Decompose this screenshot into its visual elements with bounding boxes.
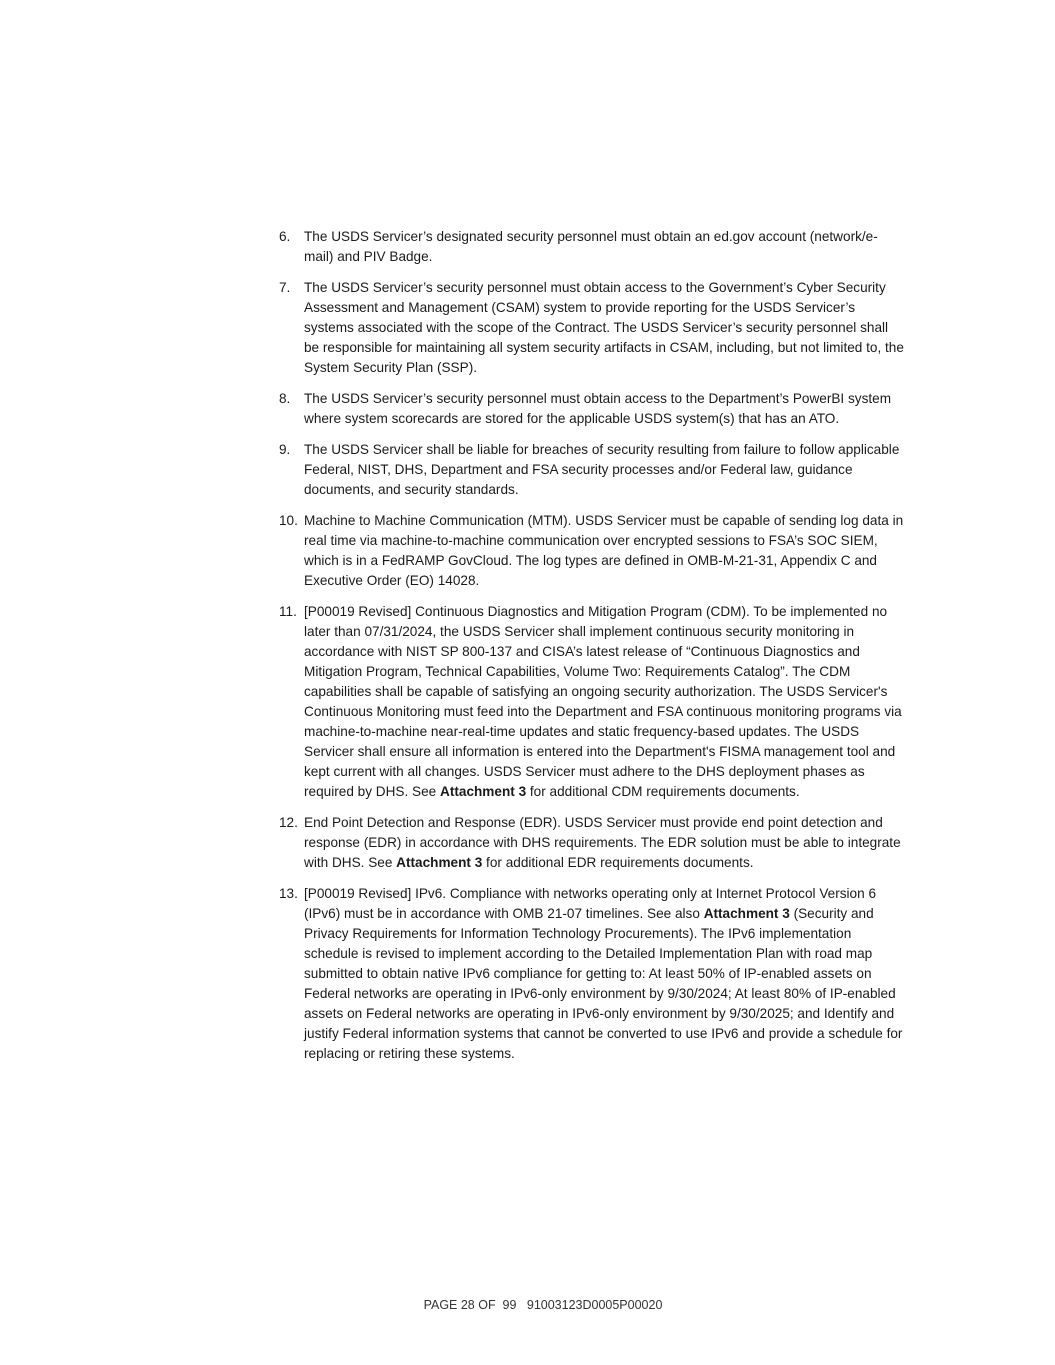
attachment-reference: Attachment 3 [703, 906, 790, 921]
item-text: The USDS Servicer’s security personnel must obtain access to the Government’s Cyber Security Assessment and Management (CSAM) system to provide reporting for the USDS Servicer’s systems associated with the scope of the Contract. The USDS Servicer’s security personnel shall be responsible for maintaining all system security artifacts in CSAM, including, but not limited to, the System Security Plan (SSP). [304, 280, 904, 375]
item-text: [P00019 Revised] IPv6. Compliance with networks operating only at Internet Protocol Version 6 (IPv6) must be in accordance with OMB 21-07 timelines. See also Attachment 3 (Security and Privacy Requirements for Information Technology Procurements). The IPv6 implementation schedule is revised to implement according to the Detailed Implementation Plan with road map submitted to obtain native IPv6 compliance for getting to: At least 50% of IP-enabled assets on Federal networks are operating in IPv6-only environment by 9/30/2024; At least 80% of IP-enabled assets on Federal networks are operating in IPv6-only environment by 9/30/2025; and Identify and justify Federal information systems that cannot be converted to use IPv6 and provide a schedule for replacing or retiring these systems. [304, 886, 903, 1061]
item-text: The USDS Servicer’s security personnel must obtain access to the Department’s PowerBI system where system scorecards are stored for the applicable USDS system(s) that has an ATO. [304, 391, 892, 426]
list-item-13 [279, 884, 904, 1064]
list-item-9 [279, 440, 904, 500]
list-item-7 [279, 278, 904, 378]
item-text: End Point Detection and Response (EDR). USDS Servicer must provide end point detection and response (EDR) in accordance with DHS requirements. The EDR solution must be able to integrate with DHS. See Attachment 3 for additional EDR requirements documents. [304, 815, 901, 870]
item-number: 6. [279, 229, 291, 244]
item-number: 13. [279, 886, 298, 901]
item-number: 10. [279, 513, 298, 528]
item-number: 7. [279, 280, 291, 295]
item-text: The USDS Servicer’s designated security personnel must obtain an ed.gov account (network/e-mail) and PIV Badge. [304, 229, 878, 264]
item-number: 11. [279, 604, 297, 619]
item-text: Machine to Machine Communication (MTM). USDS Servicer must be capable of sending log data in real time via machine-to-machine communication over encrypted sessions to FSA’s SOC SIEM, which is in a FedRAMP GovCloud. The log types are defined in OMB-M-21-31, Appendix C and Executive Order (EO) 14028. [304, 513, 904, 588]
list-item-8 [279, 389, 904, 429]
item-number: 8. [279, 391, 291, 406]
item-text: [P00019 Revised] Continuous Diagnostics and Mitigation Program (CDM). To be implemented no later than 07/31/2024, the USDS Servicer shall implement continuous security monitoring in accordance with NIST SP 800-137 and CISA’s latest release of “Continuous Diagnostics and Mitigation Program, Technical Capabilities, Volume Two: Requirements Catalog”. The CDM capabilities shall be capable of satisfying an ongoing security authorization. The USDS Servicer's Continuous Monitoring must feed into the Department and FSA continuous monitoring programs via machine-to-machine near-real-time updates and static frequency-based updates. The USDS Servicer shall ensure all information is entered into the Department's FISMA management tool and kept current with all changes. USDS Servicer must adhere to the DHS deployment phases as required by DHS. See Attachment 3 for additional CDM requirements documents. [304, 604, 902, 799]
list-item-6 [279, 227, 904, 267]
item-number: 9. [279, 442, 291, 457]
list-item-11 [279, 602, 904, 802]
list-item-12 [279, 813, 904, 873]
page-footer: PAGE 28 OF 99 91003123D0005P00020 [423, 1298, 663, 1312]
item-text: The USDS Servicer shall be liable for breaches of security resulting from failure to follow applicable Federal, NIST, DHS, Department and FSA security processes and/or Federal law, guidance documents, and security standards. [304, 442, 900, 497]
item-number: 12. [279, 815, 298, 830]
attachment-reference: Attachment 3 [440, 784, 527, 799]
attachment-reference: Attachment 3 [396, 855, 483, 870]
numbered-list [279, 227, 904, 1075]
list-item-10 [279, 511, 904, 591]
